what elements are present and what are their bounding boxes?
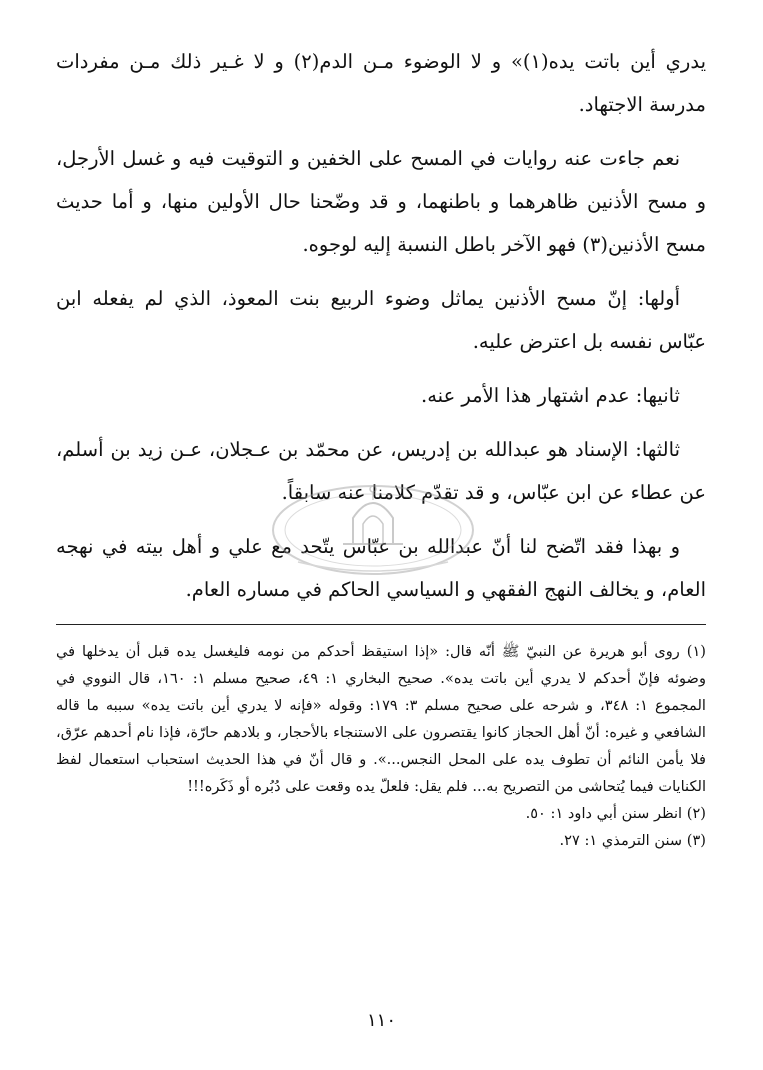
footnote-3: (٣) سنن الترمذي ١: ٢٧. <box>559 832 706 849</box>
paragraph-1: يدري أين باتت يده(١)» و لا الوضوء مـن الدم(٢) و لا غـير ذلك مـن مفردات مدرسة الاجتهاد. <box>56 50 706 116</box>
footnotes <box>56 638 706 854</box>
footnote-1: (١) روى أبو هريرة عن النبيّ ﷺ أنّه قال: «إذا استيقظ أحدكم من نومه فليغسل يده قبل أن يدخلها في وضوئه فإنّ أحدكم لا يدري أين باتت يده». صحيح البخاري ١: ٤٩، صحيح مسلم ١: ١٦٠، قال النووي في المجموع ١: ٣٤٨، و شرحه على صحيح مسلم ٣: ١٧٩: وقوله «فإنه لا يدري أين باتت يده» سببه ما قاله الشافعي و غيره: أنّ أهل الحجاز كانوا يقتصرون على الاستنجاء بالأحجار، و بلادهم حارّة، فإذا نام أحدهم عرّق، فلا يأمن النائم أن تطوف يده على المحل النجس...». و قال أنّ في هذا الحديث استحباب استعمال لفظ الكنايات فيما يُتحاشى من التصريح به... فلم يقل: فلعلّ يده وقعت على دُبُره أو ذَكَره!!! <box>56 643 706 795</box>
footnote-2: (٢) انظر سنن أبي داود ١: ٥٠. <box>525 805 706 822</box>
paragraph-2: نعم جاءت عنه روايات في المسح على الخفين و التوقيت فيه و غسل الأرجل، و مسح الأذنين ظاهرهما و باطنهما، و قد وضّحنا حال الأولين منها، و أما حديث مسح الأذنين(٣) فهو الآخر باطل النسبة إليه لوجوه. <box>56 147 706 256</box>
footnote-divider <box>56 624 706 625</box>
paragraph-4: ثانيها: عدم اشتهار هذا الأمر عنه. <box>421 384 680 407</box>
watermark-seal-icon <box>268 470 478 590</box>
paragraph-5: ثالثها: الإسناد هو عبدالله بن إدريس، عن محمّد بن عـجلان، عـن زيد بن أسلم، عن عطاء عن ابن عبّاس، و قد تقدّم كلامنا عنه سابقاً. <box>56 438 706 504</box>
page-number: ١١٠ <box>366 1010 396 1031</box>
paragraph-6: و بهذا فقد اتّضح لنا أنّ عبدالله بن عبّاس يتّحد مع علي و أهل بيته في نهجه العام، و يخالف النهج الفقهي و السياسي الحاكم في مساره العام. <box>56 535 706 601</box>
paragraph-3: أولها: إنّ مسح الأذنين يماثل وضوء الربيع بنت المعوذ، الذي لم يفعله ابن عبّاس نفسه بل اعترض عليه. <box>56 287 706 353</box>
